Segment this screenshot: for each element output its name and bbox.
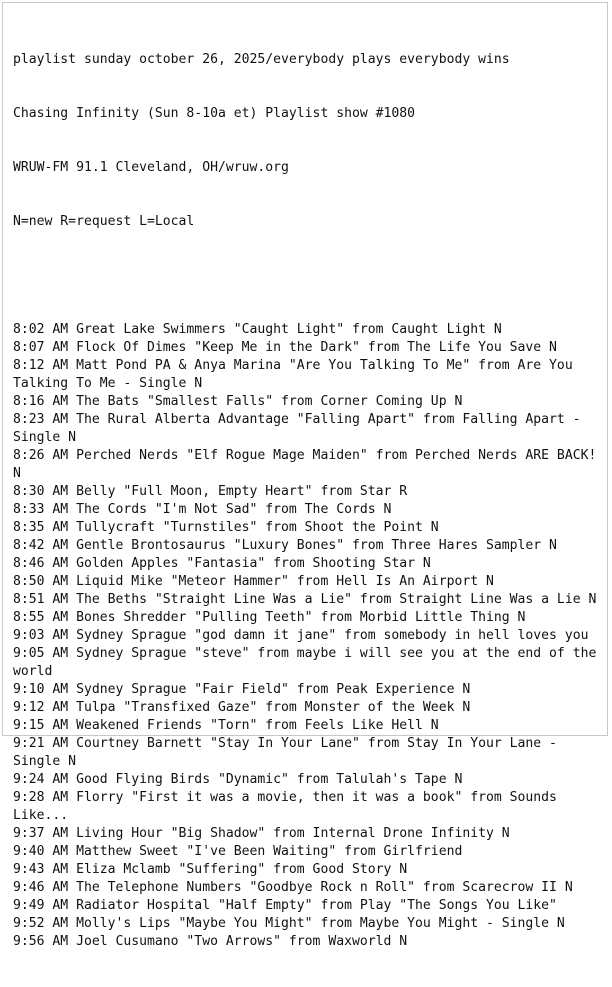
playlist-line: Like...: [13, 808, 69, 823]
playlist-line: Single N: [13, 430, 77, 445]
playlist-line: 8:46 AM Golden Apples "Fantasia" from Shooting Star N: [13, 556, 431, 571]
playlist-line: 8:23 AM The Rural Alberta Advantage "Falling Apart" from Falling Apart -: [13, 412, 581, 427]
playlist-line: 8:30 AM Belly "Full Moon, Empty Heart" from Star R: [13, 484, 408, 499]
playlist-line: Single N: [13, 754, 77, 769]
playlist-line: 8:42 AM Gentle Brontosaurus "Luxury Bones" from Three Hares Sampler N: [13, 538, 557, 553]
playlist-line: world: [13, 664, 53, 679]
playlist-line: 8:33 AM The Cords "I'm Not Sad" from The Cords N: [13, 502, 392, 517]
playlist-line: 9:52 AM Molly's Lips "Maybe You Might" from Maybe You Might - Single N: [13, 916, 565, 931]
playlist-line: 9:56 AM Joel Cusumano "Two Arrows" from Waxworld N: [13, 934, 408, 949]
header-line: playlist sunday october 26, 2025/everybody plays everybody wins: [13, 52, 510, 67]
playlist-line: 8:02 AM Great Lake Swimmers "Caught Light" from Caught Light N: [13, 322, 502, 337]
document-frame: [2, 2, 608, 949]
playlist-line: Talking To Me - Single N: [13, 376, 203, 391]
header-line: Chasing Infinity (Sun 8-10a et) Playlist show #1080: [13, 106, 416, 121]
playlist-line: 8:51 AM The Beths "Straight Line Was a Lie" from Straight Line Was a Lie N: [13, 592, 597, 607]
header-line: WRUW-FM 91.1 Cleveland, OH/wruw.org: [13, 160, 289, 175]
playlist-line: 8:55 AM Bones Shredder "Pulling Teeth" from Morbid Little Thing N: [13, 610, 526, 625]
playlist-line: 9:46 AM The Telephone Numbers "Goodbye Rock n Roll" from Scarecrow II N: [13, 880, 573, 895]
playlist-line: 9:28 AM Florry "First it was a movie, then it was a book" from Sounds: [13, 790, 557, 805]
playlist-line: 8:16 AM The Bats "Smallest Falls" from Corner Coming Up N: [13, 394, 463, 409]
playlist-line: 9:10 AM Sydney Sprague "Fair Field" from Peak Experience N: [13, 682, 471, 697]
playlist-line: 9:05 AM Sydney Sprague "steve" from maybe i will see you at the end of the: [13, 646, 597, 661]
playlist-line: 9:43 AM Eliza Mclamb "Suffering" from Good Story N: [13, 862, 408, 877]
playlist-line: 8:07 AM Flock Of Dimes "Keep Me in the Dark" from The Life You Save N: [13, 340, 557, 355]
playlist-line: 9:12 AM Tulpa "Transfixed Gaze" from Monster of the Week N: [13, 700, 471, 715]
playlist-line: 9:24 AM Good Flying Birds "Dynamic" from Talulah's Tape N: [13, 772, 463, 787]
playlist-line: 8:50 AM Liquid Mike "Meteor Hammer" from Hell Is An Airport N: [13, 574, 494, 589]
playlist-line: 9:37 AM Living Hour "Big Shadow" from Internal Drone Infinity N: [13, 826, 510, 841]
playlist-line: 9:21 AM Courtney Barnett "Stay In Your Lane" from Stay In Your Lane -: [13, 736, 557, 751]
playlist-line: 8:12 AM Matt Pond PA & Anya Marina "Are You Talking To Me" from Are You: [13, 358, 573, 373]
playlist-line: 9:40 AM Matthew Sweet "I've Been Waiting" from Girlfriend: [13, 844, 463, 859]
playlist-line: N: [13, 466, 21, 481]
header-line: N=new R=request L=Local: [13, 214, 195, 229]
playlist-lines: [13, 321, 609, 951]
playlist-line: 8:26 AM Perched Nerds "Elf Rogue Mage Maiden" from Perched Nerds ARE BACK!: [13, 448, 597, 463]
playlist-text: [13, 15, 609, 987]
playlist-line: 9:03 AM Sydney Sprague "god damn it jane" from somebody in hell loves you: [13, 628, 589, 643]
playlist-line: 8:35 AM Tullycraft "Turnstiles" from Shoot the Point N: [13, 520, 439, 535]
playlist-line: 9:49 AM Radiator Hospital "Half Empty" from Play "The Songs You Like": [13, 898, 557, 913]
playlist-line: 9:15 AM Weakened Friends "Torn" from Feels Like Hell N: [13, 718, 439, 733]
blank-line: [13, 267, 609, 285]
